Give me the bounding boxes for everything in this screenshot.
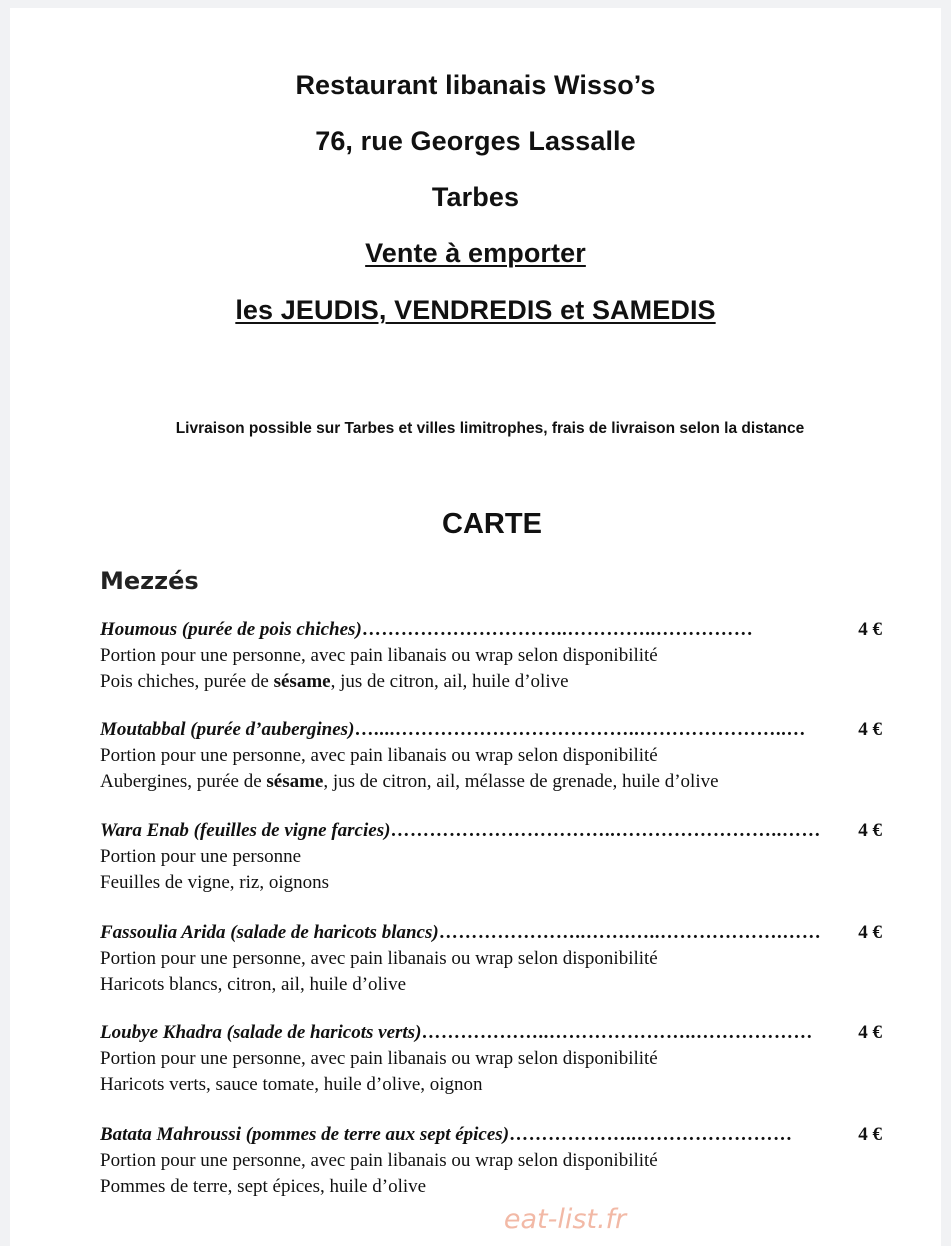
allergen: sésame [266,771,324,792]
menu-item-title [100,818,882,844]
leader-dots: …………………..…….…..……………….…… [438,922,822,943]
menu-item [100,1122,882,1200]
section-title: Mezzés [100,567,199,595]
leader-dots: ………………..…………………… [509,1124,793,1145]
ingredients-text: Aubergines, purée de [100,771,267,792]
menu-item-price: 4 € [858,1124,882,1145]
menu-item-name: Loubye Khadra (salade de haricots verts) [100,1022,422,1043]
restaurant-name: Restaurant libanais Wisso’s [295,70,656,100]
menu-item-ingredients [100,769,882,795]
ingredients-text: Pommes de terre, sept épices, huile d’olive [100,1176,427,1197]
menu-item-price: 4 € [858,922,882,943]
menu-item-name: Wara Enab (feuilles de vigne farcies) [100,820,391,841]
takeaway-heading [0,238,951,269]
delivery-note: Livraison possible sur Tarbes et villes limitrophes, frais de livraison selon la distance [175,420,805,437]
menu-item-ingredients [100,669,882,695]
menu-item [100,617,882,695]
opening-days-text: les JEUDIS, VENDREDIS et SAMEDIS [235,295,716,325]
ingredients-text: Haricots verts, sauce tomate, huile d’olive, oignon [100,1074,483,1095]
ingredients-text: Feuilles de vigne, riz, oignons [100,872,330,893]
takeaway-text: Vente à emporter [365,238,586,268]
ingredients-text: Pois chiches, purée de [100,671,274,692]
menu-item-name: Houmous (purée de pois chiches) [100,619,362,640]
menu-item-name: Fassoulia Arida (salade de haricots blancs) [100,922,439,943]
menu-item-price: 4 € [858,1022,882,1043]
menu-item [100,1020,882,1098]
menu-item-title [100,1122,882,1148]
restaurant-address: 76, rue Georges Lassalle [315,126,636,156]
ingredients-text: Haricots blancs, citron, ail, huile d’olive [100,974,407,995]
allergen: sésame [273,671,331,692]
menu-item-ingredients [100,1072,882,1098]
menu-item [100,717,882,795]
ingredients-text: , jus de citron, ail, mélasse de grenade, huile d’olive [323,771,719,792]
menu-title: CARTE [442,508,542,540]
menu-item-title [100,1020,882,1046]
menu-item-name: Moutabbal (purée d’aubergines) [100,719,355,740]
leader-dots: …....………………………………..…………………..… [354,719,806,740]
menu-item-title [100,920,882,946]
menu-item-ingredients [100,870,882,896]
watermark: eat-list.fr [503,1204,627,1235]
menu-item-price: 4 € [858,820,882,841]
restaurant-city: Tarbes [431,182,520,212]
menu-item-title [100,717,882,743]
menu-item-portion: Portion pour une personne, avec pain libanais ou wrap selon disponibilité [100,1048,658,1069]
menu-item-price: 4 € [858,619,882,640]
ingredients-text: , jus de citron, ail, huile d’olive [330,671,569,692]
menu-item-ingredients [100,972,882,998]
opening-days [0,295,951,326]
menu-item-portion: Portion pour une personne [100,846,302,867]
leader-dots: …………………………..…………..…………… [361,619,754,640]
menu-item-portion: Portion pour une personne, avec pain libanais ou wrap selon disponibilité [100,745,658,766]
menu-item-name: Batata Mahroussi (pommes de terre aux sept épices) [100,1124,510,1145]
menu-item [100,818,882,896]
leader-dots: ……………………………..……………………..…… [390,820,821,841]
menu-item-price: 4 € [858,719,882,740]
menu-item-portion: Portion pour une personne, avec pain libanais ou wrap selon disponibilité [100,645,658,666]
leader-dots: ………………..…………………..……………… [421,1022,813,1043]
menu-item-portion: Portion pour une personne, avec pain libanais ou wrap selon disponibilité [100,1150,658,1171]
menu-item-title [100,617,882,643]
menu-item-ingredients [100,1174,882,1200]
menu-item [100,920,882,998]
menu-item-portion: Portion pour une personne, avec pain libanais ou wrap selon disponibilité [100,948,658,969]
